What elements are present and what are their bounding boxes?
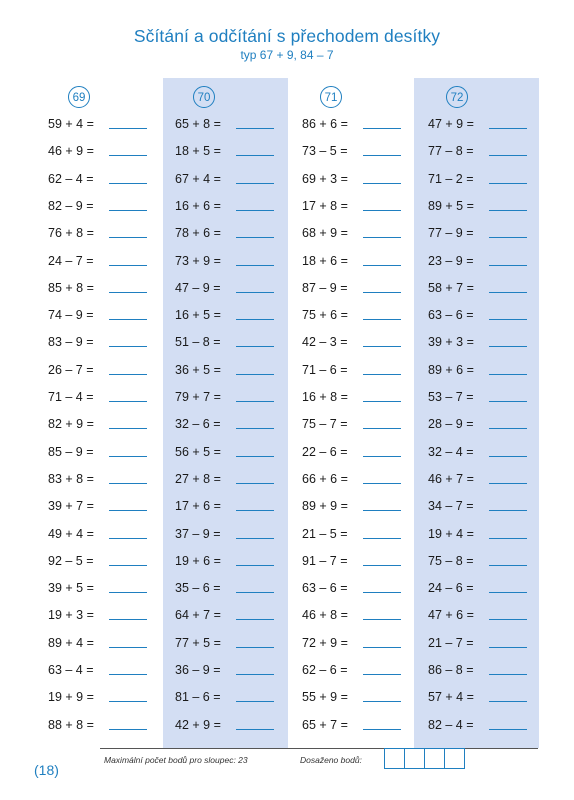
problem-text: 18 + 6 =: [302, 253, 348, 268]
problem-row: [175, 524, 300, 544]
points-achieved-label: Dosaženo bodů:: [300, 755, 362, 765]
problem-row: [302, 551, 427, 571]
problem-row: [175, 633, 300, 653]
column-number-badge: 70: [193, 86, 215, 108]
problem-row: [428, 114, 553, 134]
problem-text: 59 + 4 =: [48, 117, 94, 131]
problem-text: 85 + 8 =: [48, 280, 94, 295]
problem-text: 47 + 9 =: [428, 117, 474, 131]
problem-row: [428, 687, 553, 707]
problem-row: [428, 578, 553, 598]
problem-text: 82 + 9 =: [48, 417, 94, 432]
problem-row: [175, 387, 300, 407]
answer-blank[interactable]: [489, 237, 527, 238]
problem-text: 69 + 3 =: [302, 171, 348, 186]
answer-blank[interactable]: [109, 619, 147, 620]
problem-row: [48, 633, 173, 653]
problem-row: [175, 660, 300, 680]
answer-blank[interactable]: [109, 592, 147, 593]
problem-row: [175, 715, 300, 735]
answer-blank[interactable]: [236, 237, 274, 238]
problem-row: [302, 715, 427, 735]
answer-blank[interactable]: [363, 401, 401, 402]
problem-row: [175, 251, 300, 271]
answer-blank[interactable]: [363, 155, 401, 156]
page-subtitle: typ 67 + 9, 84 – 7: [240, 48, 334, 62]
problem-row: [302, 687, 427, 707]
problem-text: 19 + 4 =: [428, 526, 474, 541]
problem-row: [302, 278, 427, 298]
problem-row: [48, 223, 173, 243]
answer-blank[interactable]: [489, 183, 527, 184]
answer-blank[interactable]: [109, 674, 147, 675]
max-points-note: Maximální počet bodů pro sloupec: 23: [104, 755, 248, 765]
problem-row: [428, 196, 553, 216]
answer-blank[interactable]: [236, 565, 274, 566]
problem-text: 42 – 3 =: [302, 335, 348, 350]
problem-text: 89 + 5 =: [428, 198, 474, 213]
problem-text: 87 – 9 =: [302, 280, 348, 295]
problem-text: 46 + 8 =: [302, 608, 348, 623]
problem-row: [428, 278, 553, 298]
score-box[interactable]: [384, 748, 405, 769]
problem-row: [302, 496, 427, 516]
answer-blank[interactable]: [363, 729, 401, 730]
problem-text: 73 – 5 =: [302, 144, 348, 159]
problem-text: 53 – 7 =: [428, 390, 474, 404]
problem-text: 64 + 7 =: [175, 608, 221, 623]
column-number-badge: 71: [320, 86, 342, 108]
problem-text: 47 – 9 =: [175, 280, 221, 295]
problem-text: 76 + 8 =: [48, 226, 94, 241]
answer-blank[interactable]: [236, 183, 274, 184]
answer-blank[interactable]: [363, 183, 401, 184]
problem-row: [302, 414, 427, 434]
answer-blank[interactable]: [363, 237, 401, 238]
problem-row: [428, 223, 553, 243]
problem-text: 16 + 8 =: [302, 390, 348, 404]
answer-blank[interactable]: [109, 265, 147, 266]
problem-row: [175, 551, 300, 571]
problem-text: 89 + 4 =: [48, 635, 94, 650]
problem-row: [302, 223, 427, 243]
problem-row: [48, 360, 173, 380]
problem-text: 89 + 6 =: [428, 362, 474, 377]
problem-text: 47 + 6 =: [428, 608, 474, 623]
problem-text: 73 + 9 =: [175, 253, 221, 268]
answer-blank[interactable]: [109, 428, 147, 429]
problem-text: 56 + 5 =: [175, 444, 221, 459]
problem-row: [302, 305, 427, 325]
answer-blank[interactable]: [363, 565, 401, 566]
problem-text: 62 – 4 =: [48, 171, 94, 186]
problem-text: 32 – 4 =: [428, 444, 474, 459]
problem-text: 75 + 6 =: [302, 308, 348, 323]
answer-blank[interactable]: [489, 619, 527, 620]
problem-text: 36 + 5 =: [175, 362, 221, 377]
problem-text: 21 – 5 =: [302, 526, 348, 541]
problem-text: 24 – 6 =: [428, 581, 474, 596]
problem-row: [48, 251, 173, 271]
problem-row: [428, 169, 553, 189]
problem-text: 46 + 9 =: [48, 144, 94, 159]
answer-blank[interactable]: [489, 510, 527, 511]
problem-text: 71 – 6 =: [302, 362, 348, 377]
problem-text: 77 – 9 =: [428, 226, 474, 241]
problem-row: [48, 660, 173, 680]
problem-text: 71 – 2 =: [428, 171, 474, 186]
answer-blank[interactable]: [363, 538, 401, 539]
problem-row: [175, 360, 300, 380]
answer-blank[interactable]: [236, 510, 274, 511]
problem-text: 66 + 6 =: [302, 471, 348, 486]
problem-text: 83 + 8 =: [48, 471, 94, 486]
problem-row: [48, 551, 173, 571]
problem-text: 86 – 8 =: [428, 663, 474, 677]
problem-text: 27 + 8 =: [175, 471, 221, 486]
problem-text: 17 + 6 =: [175, 499, 221, 514]
problem-text: 89 + 9 =: [302, 499, 348, 514]
answer-blank[interactable]: [236, 428, 274, 429]
problem-row: [175, 414, 300, 434]
problem-row: [428, 524, 553, 544]
problem-text: 83 – 9 =: [48, 335, 94, 350]
answer-blank[interactable]: [236, 265, 274, 266]
answer-blank[interactable]: [489, 374, 527, 375]
problem-row: [48, 469, 173, 489]
answer-blank[interactable]: [109, 483, 147, 484]
answer-blank[interactable]: [363, 647, 401, 648]
problem-row: [48, 605, 173, 625]
problem-row: [302, 469, 427, 489]
column-number-badge: 69: [68, 86, 90, 108]
answer-blank[interactable]: [109, 346, 147, 347]
score-box[interactable]: [404, 748, 425, 769]
problem-row: [302, 169, 427, 189]
answer-blank[interactable]: [489, 538, 527, 539]
answer-blank[interactable]: [489, 428, 527, 429]
answer-blank[interactable]: [236, 647, 274, 648]
problem-text: 19 + 6 =: [175, 553, 221, 568]
problem-text: 88 + 8 =: [48, 717, 94, 732]
answer-blank[interactable]: [109, 155, 147, 156]
problem-text: 75 – 8 =: [428, 553, 474, 568]
problem-text: 55 + 9 =: [302, 690, 348, 705]
answer-blank[interactable]: [109, 183, 147, 184]
problem-text: 92 – 5 =: [48, 553, 94, 568]
problem-text: 49 + 4 =: [48, 526, 94, 541]
problem-row: [175, 141, 300, 161]
answer-blank[interactable]: [236, 292, 274, 293]
problem-row: [48, 524, 173, 544]
answer-blank[interactable]: [489, 155, 527, 156]
problem-row: [48, 169, 173, 189]
problem-text: 22 – 6 =: [302, 444, 348, 459]
problem-text: 16 + 6 =: [175, 198, 221, 213]
problem-text: 91 – 7 =: [302, 553, 348, 568]
answer-blank[interactable]: [489, 456, 527, 457]
problem-row: [302, 633, 427, 653]
answer-blank[interactable]: [236, 319, 274, 320]
problem-row: [175, 687, 300, 707]
problem-row: [48, 414, 173, 434]
problem-row: [48, 196, 173, 216]
answer-blank[interactable]: [236, 374, 274, 375]
answer-blank[interactable]: [363, 265, 401, 266]
answer-blank[interactable]: [489, 128, 527, 129]
answer-blank[interactable]: [489, 701, 527, 702]
problem-row: [428, 469, 553, 489]
problem-text: 68 + 9 =: [302, 226, 348, 241]
problem-row: [302, 141, 427, 161]
answer-blank[interactable]: [489, 319, 527, 320]
answer-blank[interactable]: [363, 292, 401, 293]
problem-row: [302, 442, 427, 462]
problem-row: [302, 660, 427, 680]
column-number-badge: 72: [446, 86, 468, 108]
problem-text: 86 + 6 =: [302, 117, 348, 131]
page-number: (18): [34, 762, 59, 778]
problem-text: 67 + 4 =: [175, 171, 221, 186]
problem-text: 75 – 7 =: [302, 417, 348, 432]
problem-text: 71 – 4 =: [48, 390, 94, 404]
answer-blank[interactable]: [109, 319, 147, 320]
problem-text: 21 – 7 =: [428, 635, 474, 650]
problem-row: [175, 169, 300, 189]
problem-text: 46 + 7 =: [428, 471, 474, 486]
problem-row: [302, 360, 427, 380]
problem-row: [428, 332, 553, 352]
answer-blank[interactable]: [363, 374, 401, 375]
problem-text: 82 – 4 =: [428, 717, 474, 732]
answer-blank[interactable]: [236, 346, 274, 347]
problem-row: [302, 196, 427, 216]
problem-text: 26 – 7 =: [48, 362, 94, 377]
problem-text: 77 + 5 =: [175, 635, 221, 650]
answer-blank[interactable]: [109, 647, 147, 648]
problem-text: 24 – 7 =: [48, 253, 94, 268]
problem-row: [48, 578, 173, 598]
problem-text: 57 + 4 =: [428, 690, 474, 705]
problem-text: 19 + 3 =: [48, 608, 94, 623]
problem-text: 63 – 6 =: [428, 308, 474, 323]
answer-blank[interactable]: [109, 456, 147, 457]
answer-blank[interactable]: [109, 401, 147, 402]
answer-blank[interactable]: [236, 592, 274, 593]
problem-row: [48, 387, 173, 407]
answer-blank[interactable]: [363, 319, 401, 320]
answer-blank[interactable]: [363, 456, 401, 457]
answer-blank[interactable]: [109, 374, 147, 375]
answer-blank[interactable]: [236, 483, 274, 484]
answer-blank[interactable]: [236, 155, 274, 156]
problem-row: [428, 660, 553, 680]
problem-row: [48, 496, 173, 516]
problem-row: [175, 223, 300, 243]
problem-row: [302, 332, 427, 352]
answer-blank[interactable]: [363, 210, 401, 211]
answer-blank[interactable]: [489, 210, 527, 211]
problem-row: [428, 551, 553, 571]
problem-text: 39 + 7 =: [48, 499, 94, 514]
answer-blank[interactable]: [236, 128, 274, 129]
answer-blank[interactable]: [109, 237, 147, 238]
problem-text: 17 + 8 =: [302, 198, 348, 213]
problem-row: [48, 332, 173, 352]
answer-blank[interactable]: [489, 674, 527, 675]
answer-blank[interactable]: [489, 401, 527, 402]
problem-row: [175, 305, 300, 325]
problem-row: [48, 442, 173, 462]
problem-text: 39 + 5 =: [48, 581, 94, 596]
answer-blank[interactable]: [363, 428, 401, 429]
answer-blank[interactable]: [363, 592, 401, 593]
problem-row: [428, 251, 553, 271]
problem-text: 42 + 9 =: [175, 717, 221, 732]
problem-text: 63 – 6 =: [302, 581, 348, 596]
problem-text: 58 + 7 =: [428, 280, 474, 295]
answer-blank[interactable]: [489, 592, 527, 593]
problem-text: 16 + 5 =: [175, 308, 221, 323]
answer-blank[interactable]: [489, 265, 527, 266]
answer-blank[interactable]: [489, 483, 527, 484]
problem-text: 74 – 9 =: [48, 308, 94, 323]
problem-text: 63 – 4 =: [48, 663, 94, 677]
problem-row: [428, 496, 553, 516]
problem-text: 78 + 6 =: [175, 226, 221, 241]
answer-blank[interactable]: [363, 510, 401, 511]
problem-row: [48, 278, 173, 298]
problem-row: [175, 578, 300, 598]
answer-blank[interactable]: [109, 292, 147, 293]
answer-blank[interactable]: [363, 346, 401, 347]
problem-row: [302, 578, 427, 598]
problem-text: 65 + 7 =: [302, 717, 348, 732]
answer-blank[interactable]: [489, 292, 527, 293]
problem-text: 18 + 5 =: [175, 144, 221, 159]
problem-text: 85 – 9 =: [48, 444, 94, 459]
problem-text: 36 – 9 =: [175, 663, 221, 677]
answer-blank[interactable]: [109, 729, 147, 730]
problem-text: 35 – 6 =: [175, 581, 221, 596]
answer-blank[interactable]: [236, 729, 274, 730]
answer-blank[interactable]: [236, 210, 274, 211]
answer-blank[interactable]: [236, 701, 274, 702]
problem-row: [48, 715, 173, 735]
problem-row: [175, 196, 300, 216]
problem-text: 79 + 7 =: [175, 390, 221, 404]
answer-blank[interactable]: [236, 674, 274, 675]
problem-text: 62 – 6 =: [302, 663, 348, 677]
problem-text: 72 + 9 =: [302, 635, 348, 650]
problem-row: [428, 605, 553, 625]
problem-row: [302, 524, 427, 544]
problem-row: [175, 278, 300, 298]
problem-row: [428, 141, 553, 161]
answer-blank[interactable]: [489, 565, 527, 566]
problem-row: [302, 251, 427, 271]
answer-blank[interactable]: [236, 538, 274, 539]
problem-row: [175, 332, 300, 352]
problem-text: 23 – 9 =: [428, 253, 474, 268]
problem-row: [302, 114, 427, 134]
answer-blank[interactable]: [109, 701, 147, 702]
answer-blank[interactable]: [363, 619, 401, 620]
problem-text: 37 – 9 =: [175, 526, 221, 541]
answer-blank[interactable]: [109, 210, 147, 211]
problem-row: [428, 715, 553, 735]
problem-row: [175, 114, 300, 134]
answer-blank[interactable]: [236, 456, 274, 457]
problem-text: 32 – 6 =: [175, 417, 221, 432]
answer-blank[interactable]: [109, 538, 147, 539]
score-box[interactable]: [444, 748, 465, 769]
answer-blank[interactable]: [363, 483, 401, 484]
answer-blank[interactable]: [363, 701, 401, 702]
problem-row: [428, 360, 553, 380]
problem-row: [428, 414, 553, 434]
answer-blank[interactable]: [236, 401, 274, 402]
problem-text: 81 – 6 =: [175, 690, 221, 705]
problem-row: [428, 442, 553, 462]
answer-blank[interactable]: [363, 128, 401, 129]
answer-blank[interactable]: [489, 346, 527, 347]
problem-text: 77 – 8 =: [428, 144, 474, 159]
problem-row: [175, 496, 300, 516]
answer-blank[interactable]: [236, 619, 274, 620]
problem-text: 19 + 9 =: [48, 690, 94, 705]
problem-row: [428, 387, 553, 407]
answer-blank[interactable]: [109, 565, 147, 566]
problem-row: [48, 114, 173, 134]
problem-text: 28 – 9 =: [428, 417, 474, 432]
problem-row: [175, 605, 300, 625]
score-boxes: [384, 748, 464, 769]
answer-blank[interactable]: [109, 128, 147, 129]
answer-blank[interactable]: [363, 674, 401, 675]
problem-text: 51 – 8 =: [175, 335, 221, 350]
problem-text: 65 + 8 =: [175, 117, 221, 131]
score-box[interactable]: [424, 748, 445, 769]
answer-blank[interactable]: [489, 647, 527, 648]
problem-row: [302, 387, 427, 407]
problem-row: [175, 469, 300, 489]
answer-blank[interactable]: [489, 729, 527, 730]
problem-text: 34 – 7 =: [428, 499, 474, 514]
footer-divider: [100, 748, 538, 749]
problem-row: [48, 687, 173, 707]
problem-row: [175, 442, 300, 462]
problem-row: [428, 305, 553, 325]
problem-row: [48, 141, 173, 161]
problem-row: [428, 633, 553, 653]
problem-row: [302, 605, 427, 625]
answer-blank[interactable]: [109, 510, 147, 511]
problem-text: 39 + 3 =: [428, 335, 474, 350]
problem-row: [48, 305, 173, 325]
problem-text: 82 – 9 =: [48, 198, 94, 213]
page-title: Sčítání a odčítání s přechodem desítky: [133, 26, 441, 46]
